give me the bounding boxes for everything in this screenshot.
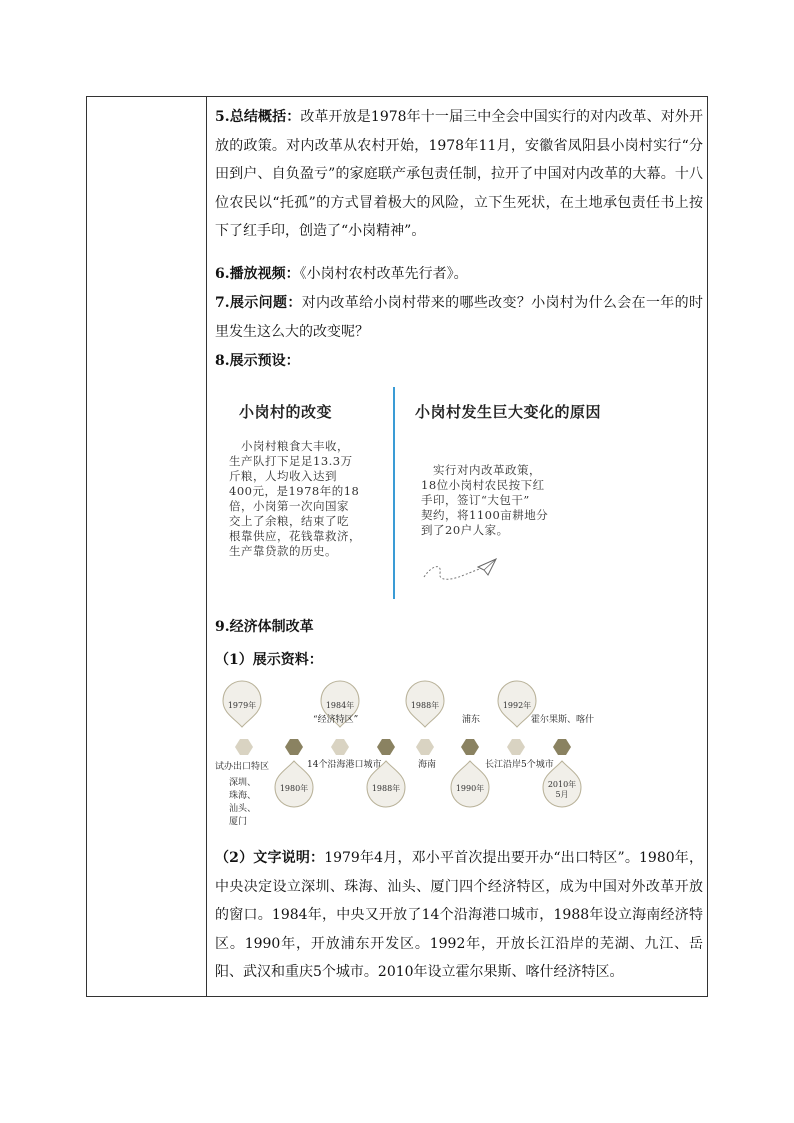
right-line: 契约，将1100亩耕地分 bbox=[421, 508, 549, 522]
hexagon-node bbox=[553, 739, 571, 755]
paper-plane-icon bbox=[420, 555, 500, 585]
city-name: 深圳、 bbox=[229, 778, 257, 788]
label-khorgos: 霍尔果斯、喀什 bbox=[531, 715, 595, 725]
left-line: 根靠供应，花钱靠救济， bbox=[229, 529, 361, 543]
reform-timeline bbox=[215, 679, 605, 831]
right-figure-title: 小岗村发生巨大变化的原因 bbox=[415, 403, 602, 421]
label-export-zone: 试办出口特区 bbox=[215, 762, 270, 772]
right-line: 18位小岗村农民按下红 bbox=[421, 478, 545, 492]
right-line: 到了20户人家。 bbox=[421, 523, 509, 537]
drop-label: 1984年 bbox=[325, 701, 355, 710]
left-line: 400元，是1978年的18 bbox=[229, 484, 360, 498]
hexagon-node bbox=[507, 739, 525, 755]
section-6-heading: 6.播放视频： bbox=[215, 266, 300, 282]
section-7-text: 对内改革给小岗村带来的哪些改变？小岗村为什么会在一年的时里发生这么大的改变呢？ bbox=[215, 295, 703, 340]
section-9-sub2-text: 1979年4月，邓小平首次提出要开办“出口特区”。1980年，中央决定设立深圳、珠海、汕头、厦门四个经济特区，成为中国对外改革开放的窗口。1984年，中央又开放了14个沿海港口城市，1988年设立海南经济特区。1990年，开放浦东开发区。1992年，开放长江沿岸的芜湖、九江、岳阳、武汉和重庆5个城市。2010年设立霍尔果斯、喀什经济特区。 bbox=[215, 850, 703, 981]
drop-label: 1980年 bbox=[279, 784, 309, 793]
left-line: 小岗村粮食大丰收， bbox=[229, 439, 349, 453]
section-6 bbox=[215, 260, 703, 289]
right-figure-body bbox=[421, 463, 581, 538]
section-5 bbox=[215, 103, 703, 246]
hexagon-node bbox=[235, 739, 253, 755]
section-6-text: 《小岗村农村改革先行者》。 bbox=[299, 266, 468, 282]
section-8-heading: 8.展示预设： bbox=[215, 353, 300, 369]
section-9-sub2 bbox=[215, 844, 703, 987]
right-line: 手印，签订“大包干” bbox=[421, 493, 530, 507]
section-5-heading: 5.总结概括： bbox=[215, 109, 301, 125]
hexagon-node bbox=[416, 739, 434, 755]
drop-label: 1992年 bbox=[502, 701, 532, 710]
hexagon-node bbox=[285, 739, 303, 755]
section-8 bbox=[215, 347, 703, 376]
timeline-drop-1988-top bbox=[406, 681, 444, 727]
section-9-sub2-heading: （2）文字说明： bbox=[215, 850, 325, 866]
hexagon-node bbox=[331, 739, 349, 755]
section-7 bbox=[215, 289, 703, 346]
drop-label: 1988年 bbox=[371, 784, 401, 793]
section-9-sub1-heading: （1）展示资料： bbox=[215, 652, 323, 668]
left-line: 生产队打下足足13.3万 bbox=[229, 454, 353, 468]
city-name: 珠海、 bbox=[229, 791, 257, 801]
left-line: 倍，小岗第一次向国家 bbox=[229, 499, 349, 513]
left-figure-body bbox=[229, 439, 379, 559]
drop-label: 1988年 bbox=[410, 701, 440, 710]
drop-label-month: 5月 bbox=[555, 790, 569, 799]
left-figure-title: 小岗村的改变 bbox=[239, 403, 333, 421]
label-hainan: 海南 bbox=[418, 760, 437, 770]
label-yangtze: 长江沿岸5个城市 bbox=[485, 760, 554, 770]
left-line: 生产靠贷款的历史。 bbox=[229, 544, 337, 558]
lesson-table bbox=[86, 96, 708, 997]
timeline-drop-1990 bbox=[451, 761, 489, 807]
drop-label: 1990年 bbox=[455, 784, 485, 793]
section-9-sub1 bbox=[215, 646, 703, 675]
label-coastal-cities: 14个沿海港口城市 bbox=[307, 760, 382, 770]
drop-label: 2010年 bbox=[547, 780, 577, 789]
timeline-drop-1979 bbox=[223, 681, 261, 727]
label-special-zone: “经济特区” bbox=[313, 715, 359, 725]
timeline-hexagons bbox=[235, 739, 571, 755]
xiaogang-figure bbox=[215, 387, 610, 599]
section-9-heading: 9.经济体制改革 bbox=[215, 619, 314, 635]
section-9 bbox=[215, 613, 703, 642]
figure-divider-line bbox=[393, 387, 395, 599]
city-name: 汕头、 bbox=[229, 804, 257, 814]
left-line: 交上了余粮，结束了吃 bbox=[229, 514, 349, 528]
label-pudong: 浦东 bbox=[462, 715, 481, 725]
left-line: 斤粮，人均收入达到 bbox=[229, 469, 337, 483]
hexagon-node bbox=[461, 739, 479, 755]
timeline-graphic bbox=[215, 679, 605, 831]
hexagon-node bbox=[377, 739, 395, 755]
section-5-text: 改革开放是1978年十一届三中全会中国实行的对内改革、对外开放的政策。对内改革从农村开始，1978年11月，安徽省凤阳县小岗村实行“分田到户、自负盈亏”的家庭联产承包责任制，拉开了中国对内改革的大幕。十八位农民以“托孤”的方式冒着极大的风险，立下生死状，在土地承包责任书上按下了红手印，创造了“小岗精神”。 bbox=[215, 109, 703, 240]
column-divider bbox=[206, 97, 207, 996]
right-line: 实行对内改革政策， bbox=[421, 463, 541, 477]
city-name: 厦门 bbox=[229, 817, 248, 827]
section-7-heading: 7.展示问题： bbox=[215, 295, 302, 311]
label-cities bbox=[229, 777, 256, 829]
drop-label: 1979年 bbox=[227, 701, 257, 710]
